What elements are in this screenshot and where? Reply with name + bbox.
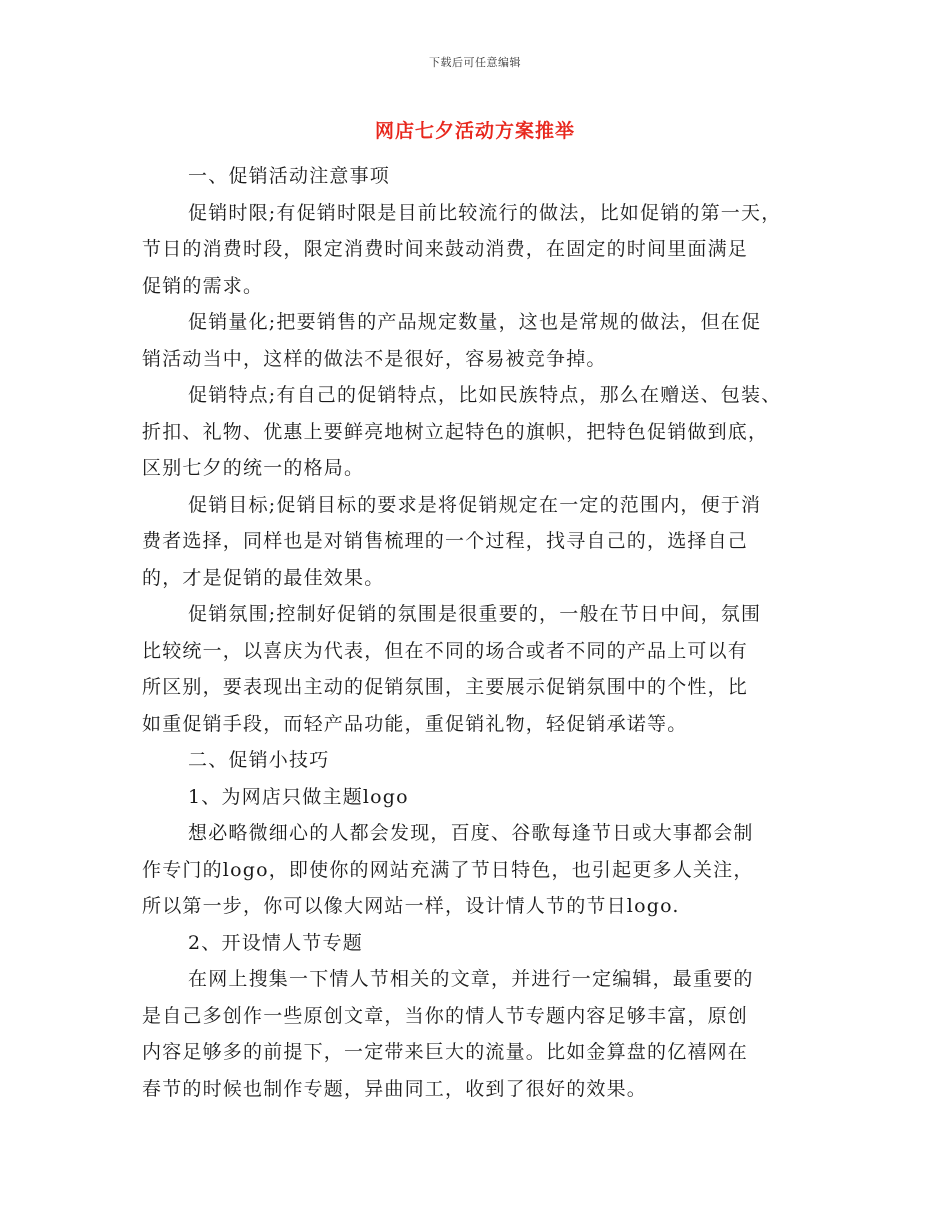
body-text-line: 在网上搜集一下情人节相关的文章，并进行一定编辑，最重要的 xyxy=(188,968,754,990)
body-text-line: 促销量化;把要销售的产品规定数量，这也是常规的做法，但在促 xyxy=(188,311,762,333)
document-body xyxy=(142,158,826,1107)
body-text-line: 费者选择，同样也是对销售梳理的一个过程，找寻自己的，选择自己 xyxy=(142,530,749,552)
body-text-line: 想必略微细心的人都会发现，百度、谷歌每逢节日或大事都会制 xyxy=(188,822,754,844)
body-text-line: 1、为网店只做主题logo xyxy=(188,785,409,808)
body-text-line: 是自己多创作一些原创文章，当你的情人节专题内容足够丰富，原创 xyxy=(142,1004,749,1027)
body-text-line: 作专门的logo，即使你的网站充满了节日特色，也引起更多人关注， xyxy=(142,858,754,881)
body-text-line: 内容足够多的前提下，一定带来巨大的流量。比如金算盘的亿禧网在 xyxy=(142,1041,749,1063)
body-text-line: 如重促销手段，而轻产品功能，重促销礼物，轻促销承诺等。 xyxy=(142,712,688,735)
body-text-line: 的，才是促销的最佳效果。 xyxy=(142,566,385,589)
body-text-line: 折扣、礼物、优惠上要鲜亮地树立起特色的旗帜，把特色促销做到底， xyxy=(142,420,769,443)
body-text-line: 二、促销小技巧 xyxy=(188,749,330,771)
body-text-line: 促销时限;有促销时限是目前比较流行的做法，比如促销的第一天， xyxy=(188,201,782,224)
body-text-line: 销活动当中，这样的做法不是很好，容易被竞争掉。 xyxy=(142,347,607,370)
page-header-note: 下载后可任意编辑 xyxy=(429,56,521,69)
body-text-line: 比较统一，以喜庆为代表，但在不同的场合或者不同的产品上可以有 xyxy=(142,639,749,662)
body-text-line: 2、开设情人节专题 xyxy=(188,931,363,954)
body-text-line: 节日的消费时段，限定消费时间来鼓动消费，在固定的时间里面满足 xyxy=(142,238,749,260)
body-text-line: 促销的需求。 xyxy=(142,274,264,297)
body-text-line: 所区别，要表现出主动的促销氛围，主要展示促销氛围中的个性，比 xyxy=(142,676,749,698)
document-title: 网店七夕活动方案推举 xyxy=(374,120,575,142)
body-text-line: 春节的时候也制作专题，异曲同工，收到了很好的效果。 xyxy=(142,1077,648,1100)
body-text-line: 促销氛围;控制好促销的氛围是很重要的，一般在节日中间，氛围 xyxy=(188,603,762,625)
body-text-line: 所以第一步，你可以像大网站一样，设计情人节的节日logo. xyxy=(142,895,680,917)
body-text-line: 促销目标;促销目标的要求是将促销规定在一定的范围内，便于消 xyxy=(188,493,762,516)
body-text-line: 区别七夕的统一的格局。 xyxy=(142,457,365,479)
body-text-line: 一、促销活动注意事项 xyxy=(188,165,391,187)
body-text-line: 促销特点;有自己的促销特点，比如民族特点，那么在赠送、包装、 xyxy=(188,384,782,406)
